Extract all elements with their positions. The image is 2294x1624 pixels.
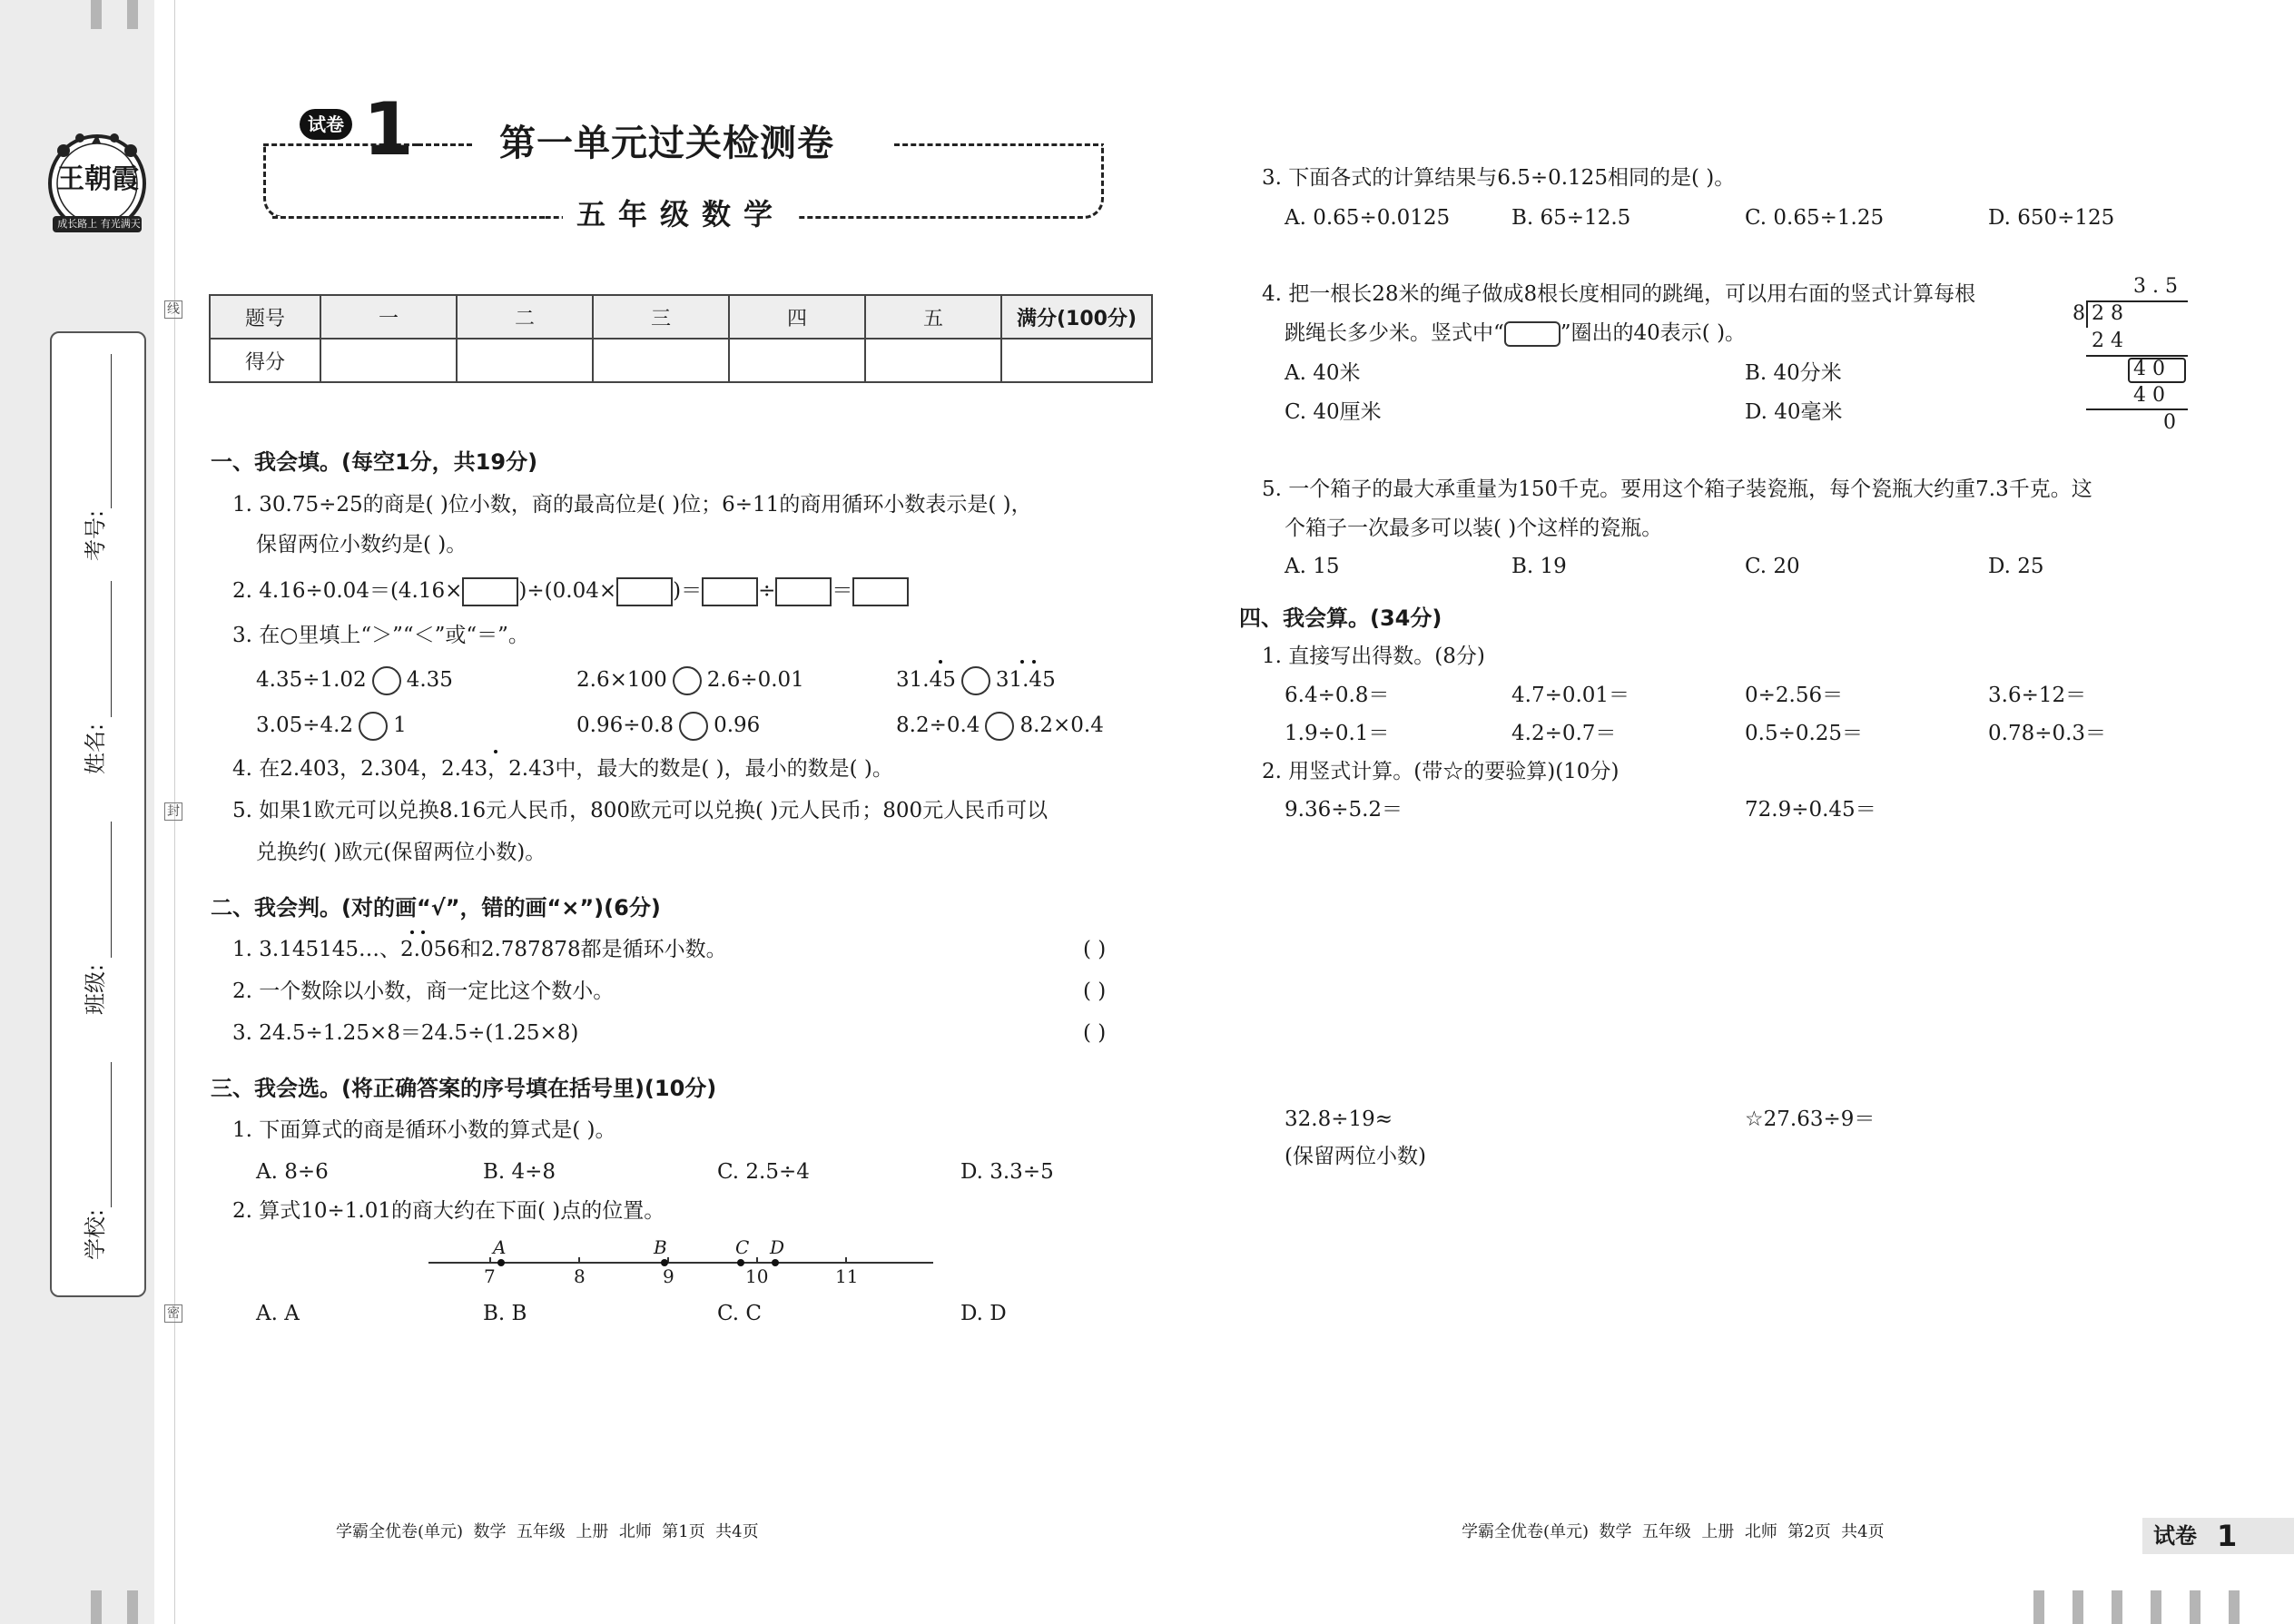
footer-right: 学霸全优卷(单元) 数学 五年级 上册 北师 第2页 共4页	[1462, 1522, 1885, 1541]
direct-calc: 4.2÷0.7＝	[1511, 722, 1617, 745]
crop-mark	[91, 0, 102, 29]
choice-option[interactable]: C. 0.65÷1.25	[1745, 206, 1885, 230]
answer-box[interactable]	[616, 577, 673, 606]
question-1-5: 5. 如果1欧元可以兑换8.16元人民币，800欧元可以兑换( )元人民币；800元人民币可以	[232, 799, 1049, 822]
score-header-cell: 满分(100分)	[1001, 295, 1152, 339]
vertical-calc: 32.8÷19≈	[1285, 1107, 1393, 1131]
footer-left: 学霸全优卷(单元) 数学 五年级 上册 北师 第1页 共4页	[336, 1522, 759, 1541]
number-line-point-label: C	[735, 1236, 750, 1258]
crop-mark	[2151, 1590, 2161, 1624]
choice-question-4: 4. 把一根长28米的绳子做成8根长度相同的跳绳，可以用右面的竖式计算每根	[1262, 282, 1976, 306]
long-division-step: 2 4	[2092, 330, 2123, 352]
section-2-title: 二、我会判。(对的画“√”，错的画“×”)(6分)	[211, 895, 661, 920]
long-division-bracket	[2086, 300, 2088, 328]
choice-option[interactable]: D. 25	[1988, 555, 2044, 578]
long-division-divisor: 8	[2072, 302, 2085, 325]
choice-option[interactable]: B. 19	[1511, 555, 1567, 578]
compare-right: 31.45	[995, 668, 1056, 692]
score-cell[interactable]	[320, 339, 457, 382]
number-line-tick-label: 8	[574, 1265, 586, 1287]
vertical-calc-note: (保留两位小数)	[1285, 1145, 1426, 1168]
compare-circle[interactable]	[359, 712, 388, 741]
compare-left: 31.45	[896, 668, 956, 692]
choice-option[interactable]: A. 15	[1285, 555, 1340, 578]
compare-right: 2.6÷0.01	[706, 668, 804, 692]
section-4-question-2: 2. 用竖式计算。(带☆的要验算)(10分)	[1262, 760, 1620, 783]
score-cell[interactable]	[865, 339, 1001, 382]
compare-left: 2.6×100	[576, 668, 667, 692]
answer-box[interactable]	[702, 577, 758, 606]
student-info-box	[50, 331, 146, 1297]
page-tab-num: 1	[2217, 1519, 2238, 1553]
compare-left: 4.35÷1.02	[256, 668, 367, 692]
number-line-tick-label: 11	[835, 1265, 859, 1287]
question-1-4: 4. 在2.403，2.304，2.43，2.43中，最大的数是( )，最小的数是( )。	[232, 757, 893, 781]
choice-option[interactable]: D. D	[960, 1302, 1007, 1325]
answer-box[interactable]	[462, 577, 518, 606]
score-table	[209, 294, 1153, 383]
score-row-label: 得分	[210, 339, 320, 382]
repeating-dot	[1032, 660, 1036, 664]
direct-calc: 0.78÷0.3＝	[1988, 722, 2107, 745]
choice-option[interactable]: A. A	[256, 1302, 300, 1325]
choice-question-5-cont: 个箱子一次最多可以装( )个这样的瓷瓶。	[1285, 517, 1663, 540]
page-tab-label: 试卷	[2153, 1523, 2197, 1549]
choice-option[interactable]: D. 650÷125	[1988, 206, 2115, 230]
score-cell[interactable]	[1001, 339, 1152, 382]
score-header-cell: 三	[593, 295, 729, 339]
compare-item	[576, 666, 804, 695]
direct-calc: 0.5÷0.25＝	[1745, 722, 1864, 745]
q2-part: ＝	[832, 579, 853, 603]
score-cell[interactable]	[593, 339, 729, 382]
repeating-dot	[939, 660, 942, 664]
choice-option[interactable]: C. 40厘米	[1285, 400, 1382, 424]
compare-left: 0.96÷0.8	[576, 714, 674, 737]
choice-question-5: 5. 一个箱子的最大承重量为150千克。要用这个箱子装瓷瓶，每个瓷瓶大约重7.3千克。这	[1262, 477, 2092, 501]
binding-label-secret: 密	[164, 1304, 182, 1323]
choice-option[interactable]: B. 40分米	[1745, 361, 1842, 385]
judge-answer[interactable]: ( )	[1083, 938, 1107, 961]
repeating-dot	[410, 930, 414, 934]
choice-option[interactable]: A. 40米	[1285, 361, 1361, 385]
name-label: 姓名:	[83, 723, 108, 775]
choice-option[interactable]: D. 40毫米	[1745, 400, 1843, 424]
binding-label-seal: 封	[164, 802, 182, 821]
class-label: 班级:	[83, 963, 108, 1016]
school-label: 学校:	[83, 1208, 108, 1261]
crop-mark	[2229, 1590, 2240, 1624]
q2-part: 2. 4.16÷0.04＝(4.16×	[232, 579, 463, 603]
brand-tagline: 成长路上 有光满天	[57, 218, 141, 230]
compare-left: 8.2÷0.4	[896, 714, 980, 737]
number-line-point-label: D	[770, 1236, 785, 1258]
choice-option[interactable]: C. 2.5÷4	[717, 1160, 810, 1184]
long-division-quotient: 3 . 5	[2133, 275, 2178, 298]
compare-item	[896, 712, 1104, 741]
choice-option[interactable]: C. 20	[1745, 555, 1800, 578]
number-line-point-label: A	[493, 1236, 507, 1258]
title-frame-top-mid	[418, 143, 472, 146]
choice-option[interactable]: B. B	[483, 1302, 527, 1325]
long-division-dividend: 2 8	[2092, 302, 2123, 325]
compare-right: 8.2×0.4	[1019, 714, 1104, 737]
exam-number: 1	[363, 87, 414, 172]
exam-number-label: 考号:	[83, 509, 108, 562]
choice-option[interactable]: B. 65÷12.5	[1511, 206, 1631, 230]
title-frame-top-right	[894, 143, 1098, 146]
vertical-calc: 9.36÷5.2＝	[1285, 798, 1403, 822]
crop-mark	[91, 1590, 102, 1624]
class-line[interactable]	[111, 822, 112, 958]
brand-name: 王朝霞	[57, 163, 139, 195]
exam-badge: 试卷	[300, 109, 352, 140]
judge-item: 1. 3.145145…、2.056和2.787878都是循环小数。	[232, 938, 727, 961]
exam-number-line[interactable]	[111, 354, 112, 508]
name-line[interactable]	[111, 581, 112, 717]
binding-label-line: 线	[164, 300, 182, 319]
answer-box[interactable]	[852, 577, 909, 606]
crop-mark	[127, 1590, 138, 1624]
compare-item	[256, 712, 407, 741]
score-table-header-row	[210, 295, 1152, 339]
score-table-row	[210, 339, 1152, 382]
direct-calc: 1.9÷0.1＝	[1285, 722, 1390, 745]
q2-part: )÷(0.04×	[518, 579, 617, 603]
compare-circle[interactable]	[679, 712, 708, 741]
repeating-dot	[1020, 660, 1024, 664]
section-1-title: 一、我会填。(每空1分，共19分)	[211, 449, 538, 475]
compare-circle[interactable]	[372, 666, 401, 695]
question-1-1: 1. 30.75÷25的商是( )位小数，商的最高位是( )位；6÷11的商用循环小数表示是( )，	[232, 493, 1032, 517]
question-1-3: 3. 在○里填上“＞”“＜”或“＝”。	[232, 624, 529, 647]
score-cell[interactable]	[729, 339, 865, 382]
compare-right: 0.96	[714, 714, 761, 737]
choice-option[interactable]: B. 4÷8	[483, 1160, 556, 1184]
score-header-cell: 题号	[210, 295, 320, 339]
q4-text: ”圈出的40表示( )。	[1560, 321, 1747, 345]
section-4-question-1: 1. 直接写出得数。(8分)	[1262, 645, 1485, 668]
direct-calc: 6.4÷0.8＝	[1285, 684, 1390, 707]
repeating-dot	[421, 930, 425, 934]
score-header-cell: 四	[729, 295, 865, 339]
choice-question-2: 2. 算式10÷1.01的商大约在下面( )点的位置。	[232, 1199, 665, 1223]
q2-part: )＝	[673, 579, 703, 603]
page-title: 第一单元过关检测卷	[499, 123, 834, 164]
question-1-1-cont: 保留两位小数约是( )。	[256, 533, 468, 556]
crop-mark	[2033, 1590, 2044, 1624]
number-line-point-label: B	[654, 1236, 667, 1258]
compare-right: 4.35	[406, 668, 453, 692]
choice-option[interactable]: A. 0.65÷0.0125	[1285, 206, 1451, 230]
compare-circle[interactable]	[673, 666, 702, 695]
compare-left: 3.05÷4.2	[256, 714, 354, 737]
answer-box[interactable]	[775, 577, 832, 606]
number-line-tick-label: 7	[484, 1265, 496, 1287]
repeating-dot	[494, 750, 497, 753]
direct-calc: 0÷2.56＝	[1745, 684, 1844, 707]
compare-right: 1	[393, 714, 407, 737]
score-header-cell: 一	[320, 295, 457, 339]
long-division-step: 4 0	[2133, 384, 2165, 407]
choice-option[interactable]: D. 3.3÷5	[960, 1160, 1054, 1184]
compare-circle[interactable]	[985, 712, 1014, 741]
q4-text: 跳绳长多少米。竖式中“	[1285, 321, 1504, 345]
school-line[interactable]	[111, 1062, 112, 1207]
choice-question-3: 3. 下面各式的计算结果与6.5÷0.125相同的是( )。	[1262, 166, 1736, 190]
choice-question-4-cont	[1285, 320, 1746, 347]
choice-option[interactable]: A. 8÷6	[256, 1160, 329, 1184]
score-header-cell: 五	[865, 295, 1001, 339]
number-line-tick-label: 10	[745, 1265, 769, 1287]
crop-mark	[2190, 1590, 2200, 1624]
compare-item	[256, 666, 453, 695]
judge-answer[interactable]: ( )	[1083, 1021, 1107, 1045]
long-division-remainder: 0	[2163, 411, 2176, 434]
compare-item	[896, 666, 1056, 695]
long-division-step: 4 0	[2133, 358, 2165, 380]
question-1-5-cont: 兑换约( )欧元(保留两位小数)。	[256, 841, 546, 864]
direct-calc: 4.7÷0.01＝	[1511, 684, 1630, 707]
score-cell[interactable]	[457, 339, 593, 382]
vertical-calc: ☆27.63÷9＝	[1745, 1107, 1876, 1131]
judge-item: 3. 24.5÷1.25×8＝24.5÷(1.25×8)	[232, 1021, 579, 1045]
crop-mark	[127, 0, 138, 29]
judge-answer[interactable]: ( )	[1083, 979, 1107, 1003]
circled-symbol	[1504, 321, 1561, 347]
section-3-title: 三、我会选。(将正确答案的序号填在括号里)(10分)	[211, 1076, 717, 1101]
direct-calc: 3.6÷12＝	[1988, 684, 2087, 707]
judge-item: 2. 一个数除以小数，商一定比这个数小。	[232, 979, 615, 1003]
choice-question-1: 1. 下面算式的商是循环小数的算式是( )。	[232, 1118, 616, 1142]
number-line-tick-label: 9	[663, 1265, 674, 1287]
score-header-cell: 二	[457, 295, 593, 339]
vertical-calc: 72.9÷0.45＝	[1745, 798, 1876, 822]
compare-item	[576, 712, 760, 741]
compare-circle[interactable]	[961, 666, 990, 695]
question-1-2	[232, 577, 909, 606]
section-4-title: 四、我会算。(34分)	[1239, 605, 1442, 631]
choice-option[interactable]: C. C	[717, 1302, 762, 1325]
q2-part: ÷	[758, 579, 776, 603]
subtitle-line-left	[272, 216, 545, 219]
crop-mark	[2112, 1590, 2122, 1624]
crop-mark	[2072, 1590, 2083, 1624]
page-subtitle: 五年级数学	[563, 192, 799, 236]
